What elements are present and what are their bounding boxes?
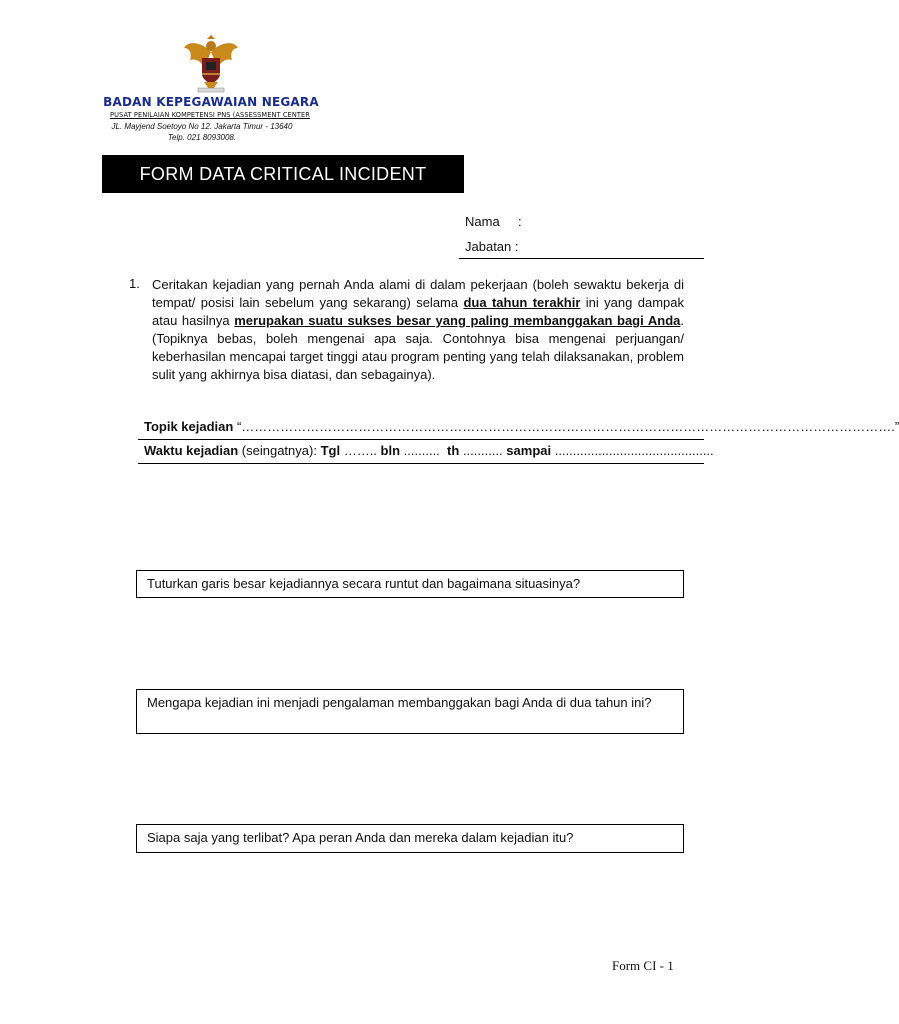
instruction-text-part: ini yang dampak atau hasilnya bbox=[152, 295, 684, 328]
waktu-underline bbox=[138, 463, 704, 464]
tgl-label: Tgl bbox=[320, 443, 341, 458]
question-box-text: Tuturkan garis besar kejadiannya secara runtut dan bagaimana situasinya? bbox=[147, 576, 581, 591]
jabatan-label: Jabatan : bbox=[465, 239, 519, 254]
topik-value: “…………………………………………………………………………………………………………………………………….” bbox=[236, 419, 899, 434]
question-box-reason bbox=[136, 689, 684, 734]
sampai-label: sampai bbox=[506, 443, 552, 458]
bln-value: .......... bbox=[403, 443, 440, 458]
garuda-emblem-icon bbox=[180, 34, 242, 96]
question-box-text: Mengapa kejadian ini menjadi pengalaman membanggakan bagi Anda di dua tahun ini? bbox=[147, 695, 652, 710]
sampai-value: ............................................ bbox=[554, 443, 714, 458]
org-phone: Telp. 021 8093008. bbox=[167, 133, 237, 142]
jabatan-underline bbox=[459, 258, 704, 259]
th-value: ........... bbox=[462, 443, 503, 458]
topik-label: Topik kejadian bbox=[144, 419, 234, 434]
instruction-emphasis-duration: dua tahun terakhir bbox=[463, 295, 581, 310]
instruction-emphasis-success: merupakan suatu sukses besar yang paling membanggakan bagi Anda bbox=[234, 313, 681, 328]
instruction-text-part: . (Topiknya bebas, boleh mengenai apa saja. Contohnya bisa mengenai perjuangan/ keberhasilan mencapai target tinggi atau program penting yang telah dilaksanakan, problem sulit yang akhirnya bisa diatasi, dan sebagainya). bbox=[152, 313, 684, 382]
waktu-paren: (seingatnya): bbox=[241, 443, 317, 458]
question-number: 1. bbox=[129, 276, 140, 291]
org-name: BADAN KEPEGAWAIAN NEGARA bbox=[103, 95, 319, 109]
form-title-banner bbox=[102, 155, 464, 193]
nama-label: Nama bbox=[465, 214, 500, 229]
question-box-text: Siapa saja yang terlibat? Apa peran Anda dan mereka dalam kejadian itu? bbox=[147, 830, 574, 845]
th-label: th bbox=[447, 443, 460, 458]
tgl-value: …….. bbox=[343, 443, 377, 458]
waktu-label: Waktu kejadian bbox=[144, 443, 239, 458]
org-unit: PUSAT PENILAIAN KOMPETENSI PNS (ASSESSMENT CENTER bbox=[110, 111, 310, 119]
waktu-row bbox=[138, 443, 768, 463]
org-address: JL. Mayjend Soetoyo No 12. Jakarta Timur - 13640 bbox=[111, 122, 293, 131]
form-title: FORM DATA CRITICAL INCIDENT bbox=[139, 163, 427, 184]
bln-label: bln bbox=[380, 443, 401, 458]
topik-row bbox=[138, 419, 899, 439]
nama-colon: : bbox=[518, 214, 522, 229]
instruction-text-part: Ceritakan kejadian yang pernah Anda alami di dalam pekerjaan (boleh sewaktu bekerja di tempat/ posisi lain sebelum yang sekarang) selama bbox=[152, 277, 684, 310]
question-box-outline bbox=[136, 570, 684, 598]
form-code-footer: Form CI - 1 bbox=[612, 958, 674, 973]
question-instruction bbox=[152, 276, 684, 384]
question-box-involved bbox=[136, 824, 684, 853]
topik-underline bbox=[138, 439, 704, 440]
